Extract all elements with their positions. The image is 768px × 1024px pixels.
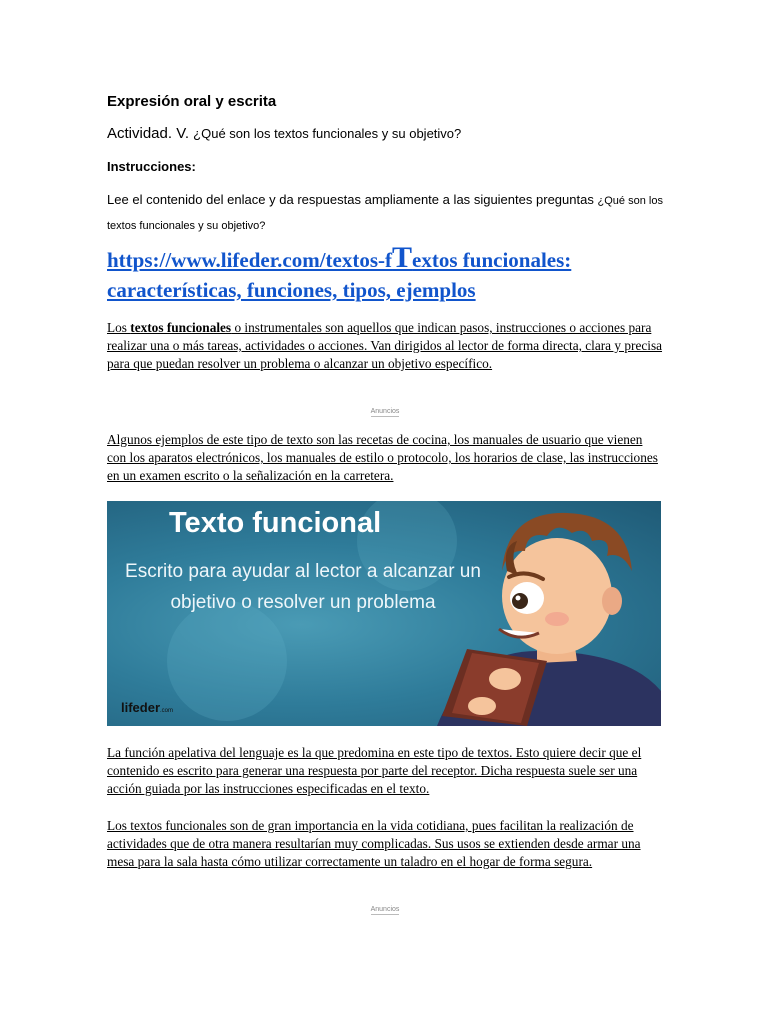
paragraph-definition (107, 319, 663, 373)
banner-title: Texto funcional (169, 507, 382, 539)
instructions-text (107, 188, 663, 238)
instructions-label: Instrucciones: (107, 159, 196, 174)
instructions-body: Lee el contenido del enlace y da respuestas ampliamente a las siguientes preguntas (107, 192, 594, 207)
instructions-question: ¿Qué son los textos funcionales y su objetivo? (107, 195, 663, 232)
paragraph-examples: Algunos ejemplos de este tipo de texto son las recetas de cocina, los manuales de usuario que vienen con los aparatos electrónicos, los manuales de estilo o protocolo, los horarios de clase, las instrucciones en un examen escrito o la señalización en la carretera. (107, 432, 658, 483)
link-url-text: https://www.lifeder.com/textos-f (107, 248, 393, 272)
ads-label-top[interactable]: Anuncios (370, 408, 400, 415)
document-title: Expresión oral y escrita (107, 93, 277, 110)
lifeder-logo: lifeder.com (121, 700, 174, 715)
link-big-letter: T (392, 241, 413, 274)
paragraph-definition-bold: textos funcionales (130, 320, 232, 335)
paragraph-function: La función apelativa del lenguaje es la que predomina en este tipo de textos. Esto quiere decir que el contenido es escrito para generar una respuesta por parte del receptor. Dicha respuesta suele ser una acción guiada por las instrucciones especificadas en el texto. (107, 745, 642, 796)
ads-label-bottom[interactable]: Anuncios (370, 906, 400, 913)
paragraph-importance: Los textos funcionales son de gran importancia en la vida cotidiana, pues facilitan la realización de actividades que de otra manera resultarían muy complicadas. Sus usos se extienden desde armar una mesa para la sala hasta cómo utilizar correctamente un taladro en el hogar de forma segura. (107, 818, 641, 869)
paragraph-definition-intro: Los (107, 320, 131, 335)
lifeder-link[interactable] (107, 243, 667, 305)
activity-heading (107, 125, 461, 142)
paragraph-definition-rest: o instrumentales son aquellos que indican pasos, instrucciones o acciones para realizar una o más tareas, actividades o acciones. Van dirigidos al lector de forma directa, clara y precisa para que puedan resolver un problema o alcanzar un objetivo específico. (107, 320, 663, 371)
activity-label: Actividad. V. (107, 125, 189, 142)
banner-subtitle: Escrito para ayudar al lector a alcanzar un objetivo o resolver un problema (125, 561, 481, 613)
texto-funcional-banner (107, 501, 661, 726)
activity-question: ¿Qué son los textos funcionales y su objetivo? (193, 126, 462, 141)
link-title-text: extos funcionales: características, funciones, tipos, ejemplos (107, 248, 572, 302)
